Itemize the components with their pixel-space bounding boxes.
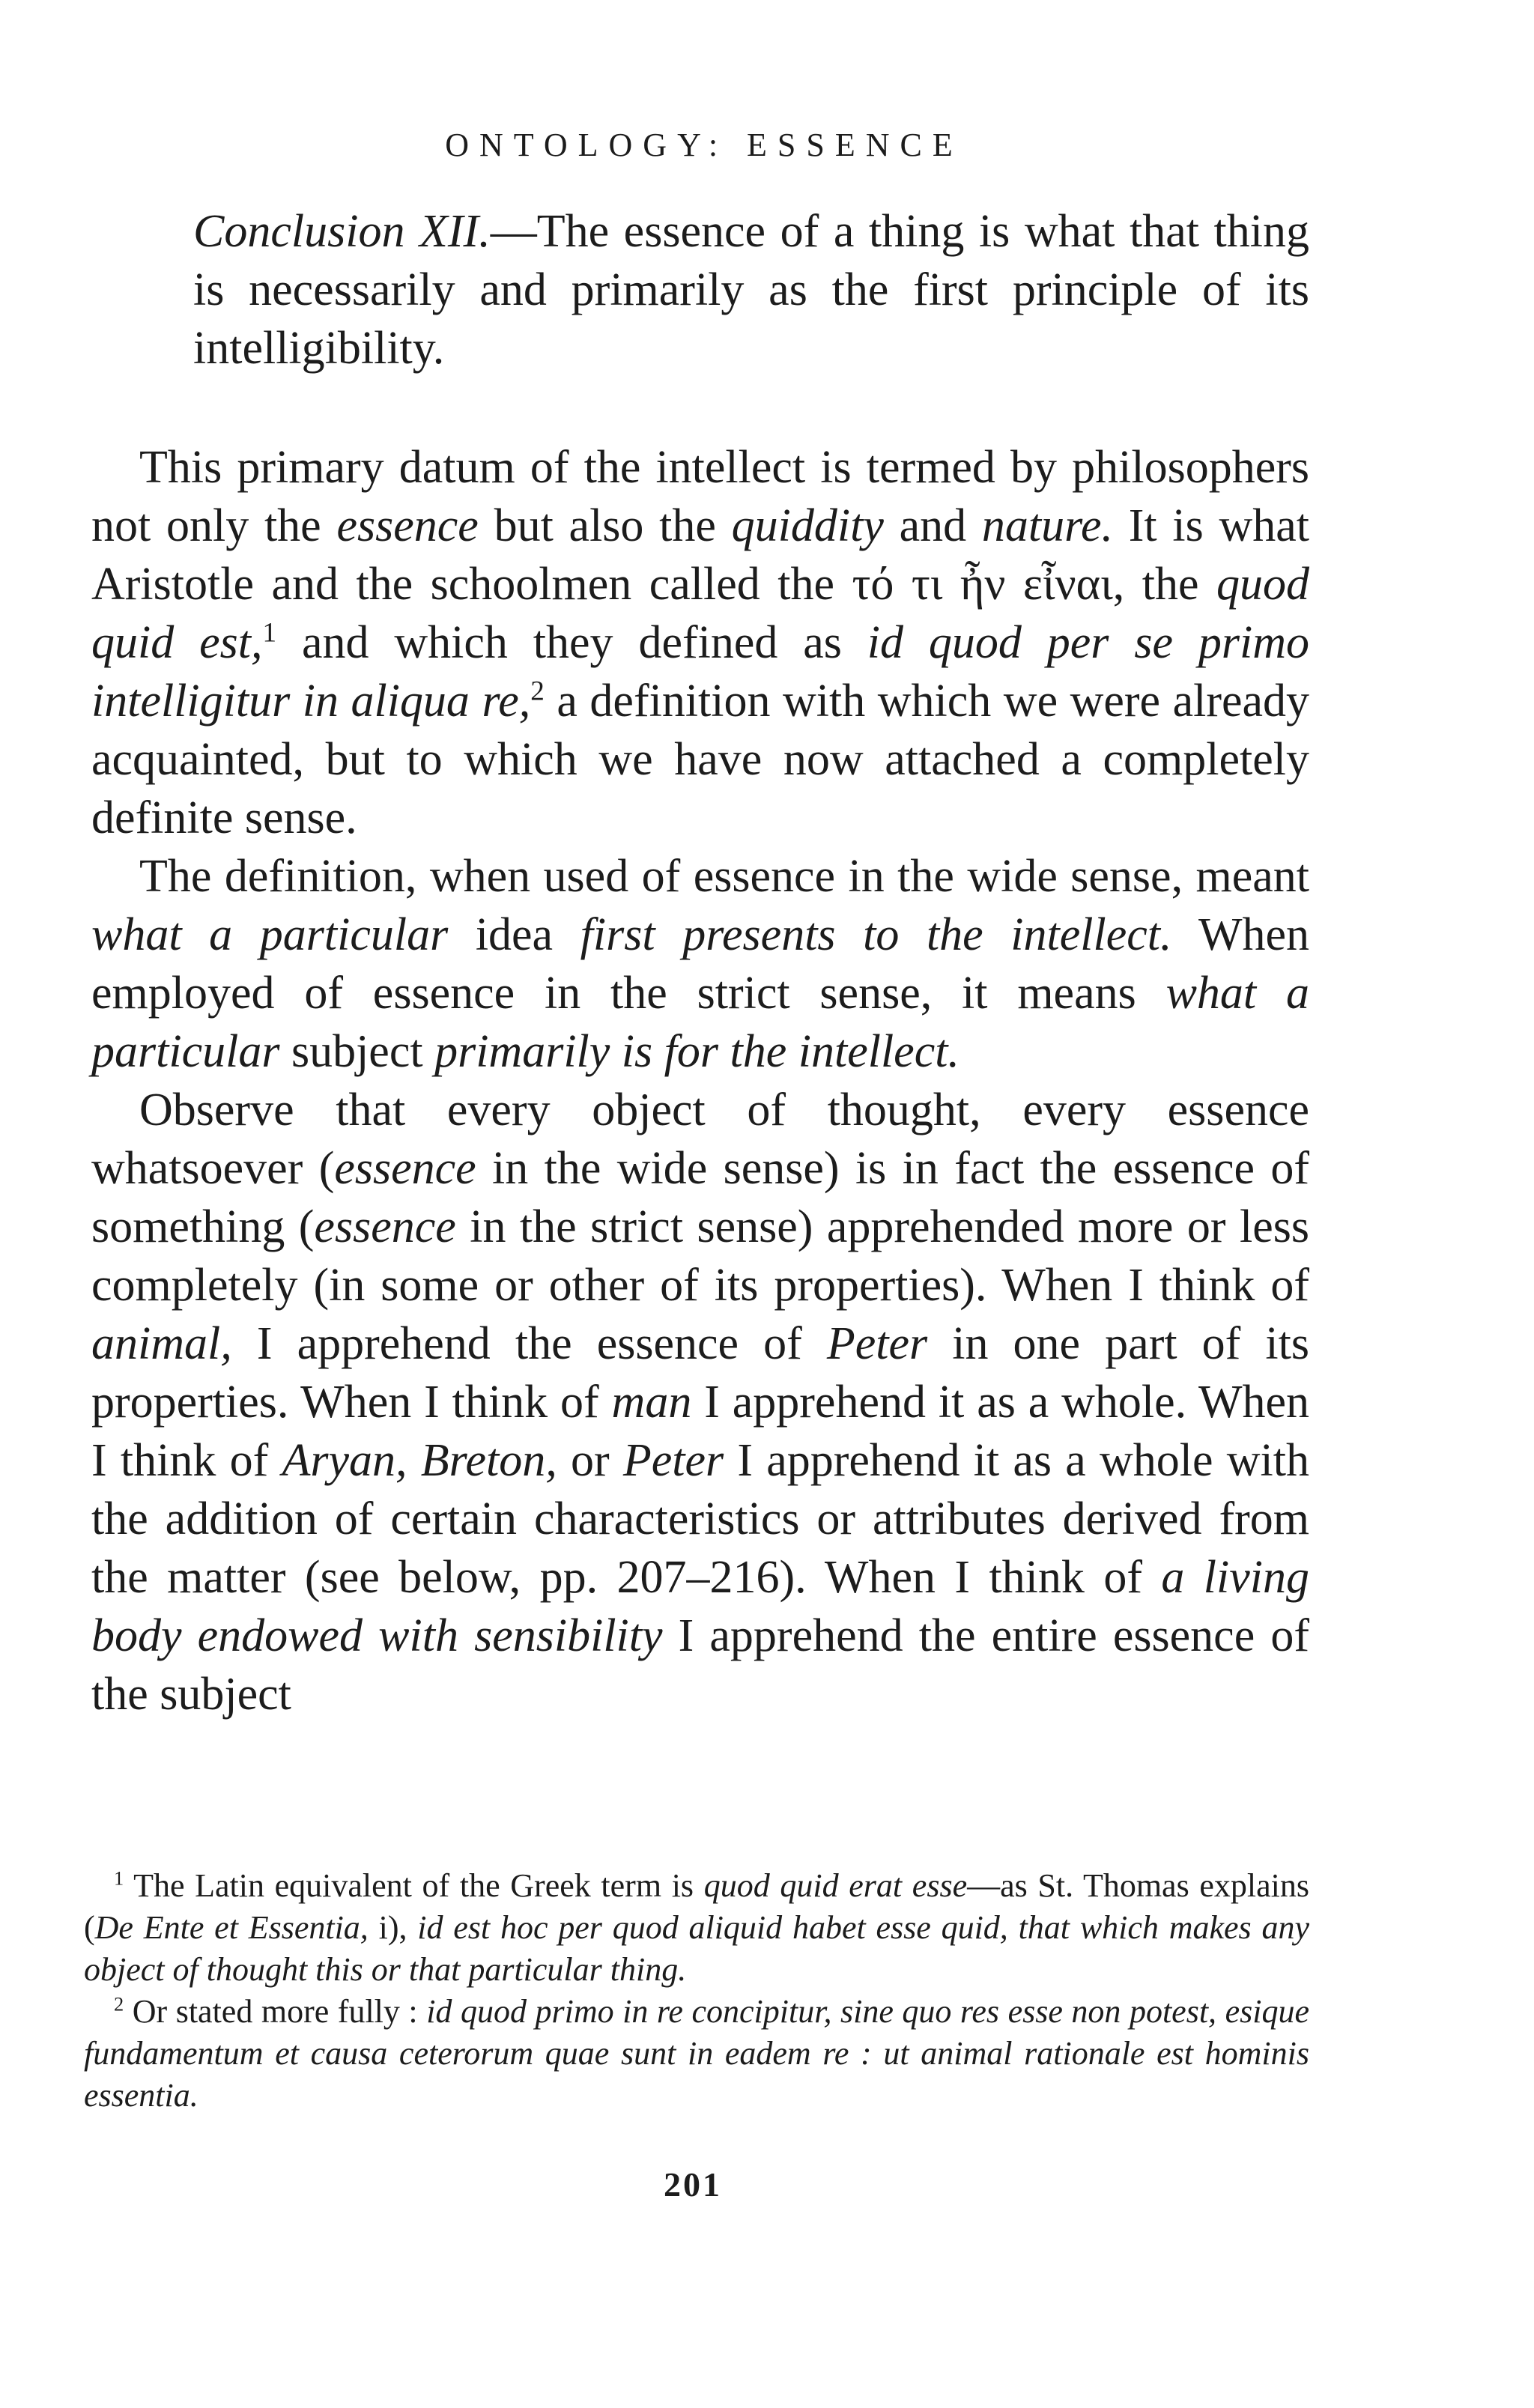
text-run: a definition with which we were already acquainted, but to which we have now attached a completely definite sense. [91, 676, 1309, 843]
text-run: Or stated more fully : [124, 1993, 427, 2030]
footnote-2 [84, 1991, 1309, 2117]
footnote-1 [84, 1865, 1309, 1991]
footnote-number: 1 [114, 1866, 124, 1890]
footnote-ref-2[interactable]: 2 [530, 676, 545, 707]
text-run: This primary datum of the intellect is termed by philosophers not only the [91, 442, 1309, 551]
text-run: and [883, 500, 982, 551]
paragraph-3 [91, 1081, 1309, 1723]
text-run: Observe that every object of thought, every essence whatsoever ( [91, 1085, 1309, 1194]
text-run: in the strict sense) apprehended more or less completely (in some or other of its properties). When I think of [91, 1201, 1309, 1311]
text-run: in one part of its properties. When I think of [91, 1318, 1309, 1428]
body-text [91, 438, 1309, 1723]
paragraph-2 [91, 847, 1309, 1081]
text-run: , the [1112, 559, 1216, 610]
paragraph-1 [91, 438, 1309, 847]
italic-run: id quod per se primo intelligitur in aliqua re, [91, 617, 1309, 727]
running-head: ONTOLOGY: ESSENCE [445, 127, 963, 163]
text-run: The definition, when used of essence in the wide sense, meant [139, 851, 1309, 902]
italic-run: first presents to the intellect. [580, 909, 1172, 960]
conclusion-label: Conclusion XII. [193, 206, 491, 257]
italic-run: quod quid erat esse [703, 1867, 968, 1904]
text-run: I apprehend it as a whole with the addition of certain characteristics or attributes derived from the matter (see below, pp. 207–216). When I think of [91, 1435, 1310, 1603]
greek-phrase: τό τι ἦν εἶναι [852, 559, 1113, 610]
text-run: in the wide sense) is in fact the essence of something ( [91, 1143, 1309, 1252]
text-run: idea [448, 909, 580, 960]
text-run: I apprehend it as a whole. When I think of [91, 1377, 1309, 1486]
italic-run: id quod primo in re concipitur, sine quo res esse non potest, esique fundamentum et causa ceterorum quae sunt in eadem re : ut animal rationale est hominis essentia. [84, 1993, 1310, 2114]
italic-run: nature. [981, 500, 1113, 551]
footnotes [84, 1865, 1309, 2117]
text-run: but also the [478, 500, 732, 551]
italic-run: what a particular [91, 968, 1309, 1077]
text-run: or [557, 1435, 623, 1486]
text-run: When employed of essence in the strict sense, it means [91, 909, 1309, 1019]
italic-run: Peter [622, 1435, 724, 1486]
text-run: The Latin equivalent of the Greek term is [124, 1867, 704, 1904]
text-run: I apprehend the essence of [231, 1318, 827, 1369]
italic-run: essence [314, 1201, 456, 1252]
italic-run: Aryan, Breton, [282, 1435, 557, 1486]
italic-run: essence [334, 1143, 476, 1194]
page-number: 201 [664, 2165, 722, 2204]
conclusion-text: —The essence of a thing is what that thing is necessarily and primarily as the first principle of its intelligibility. [193, 206, 1309, 374]
italic-run: quod quid est, [91, 559, 1309, 668]
italic-run: quiddity [731, 500, 884, 551]
italic-run: what a particular [91, 909, 449, 960]
text-run: It is what Aristotle and the schoolmen called the [91, 500, 1309, 610]
italic-run: man [611, 1377, 692, 1428]
conclusion-statement [193, 202, 1309, 377]
italic-run: id est hoc per quod aliquid habet esse quid, that which makes any object of thought this or that particular thing. [84, 1909, 1309, 1988]
text-run: and which they defined as [276, 617, 867, 668]
italic-run: primarily is for the intellect. [434, 1026, 959, 1077]
text-run: subject [279, 1026, 435, 1077]
italic-run: essence [336, 500, 479, 551]
footnote-ref-1[interactable]: 1 [262, 617, 277, 649]
italic-run: Peter [826, 1318, 928, 1369]
text-run: i), [368, 1909, 418, 1946]
italic-run: animal, [91, 1318, 232, 1369]
text-run: I apprehend the entire essence of the subject [91, 1610, 1309, 1720]
italic-run: a living body endowed with sensibility [91, 1552, 1310, 1661]
italic-run: De Ente et Essentia, [94, 1909, 369, 1946]
footnote-number: 2 [114, 1992, 124, 2016]
text-run: —as St. Thomas explains ( [84, 1867, 1309, 1946]
